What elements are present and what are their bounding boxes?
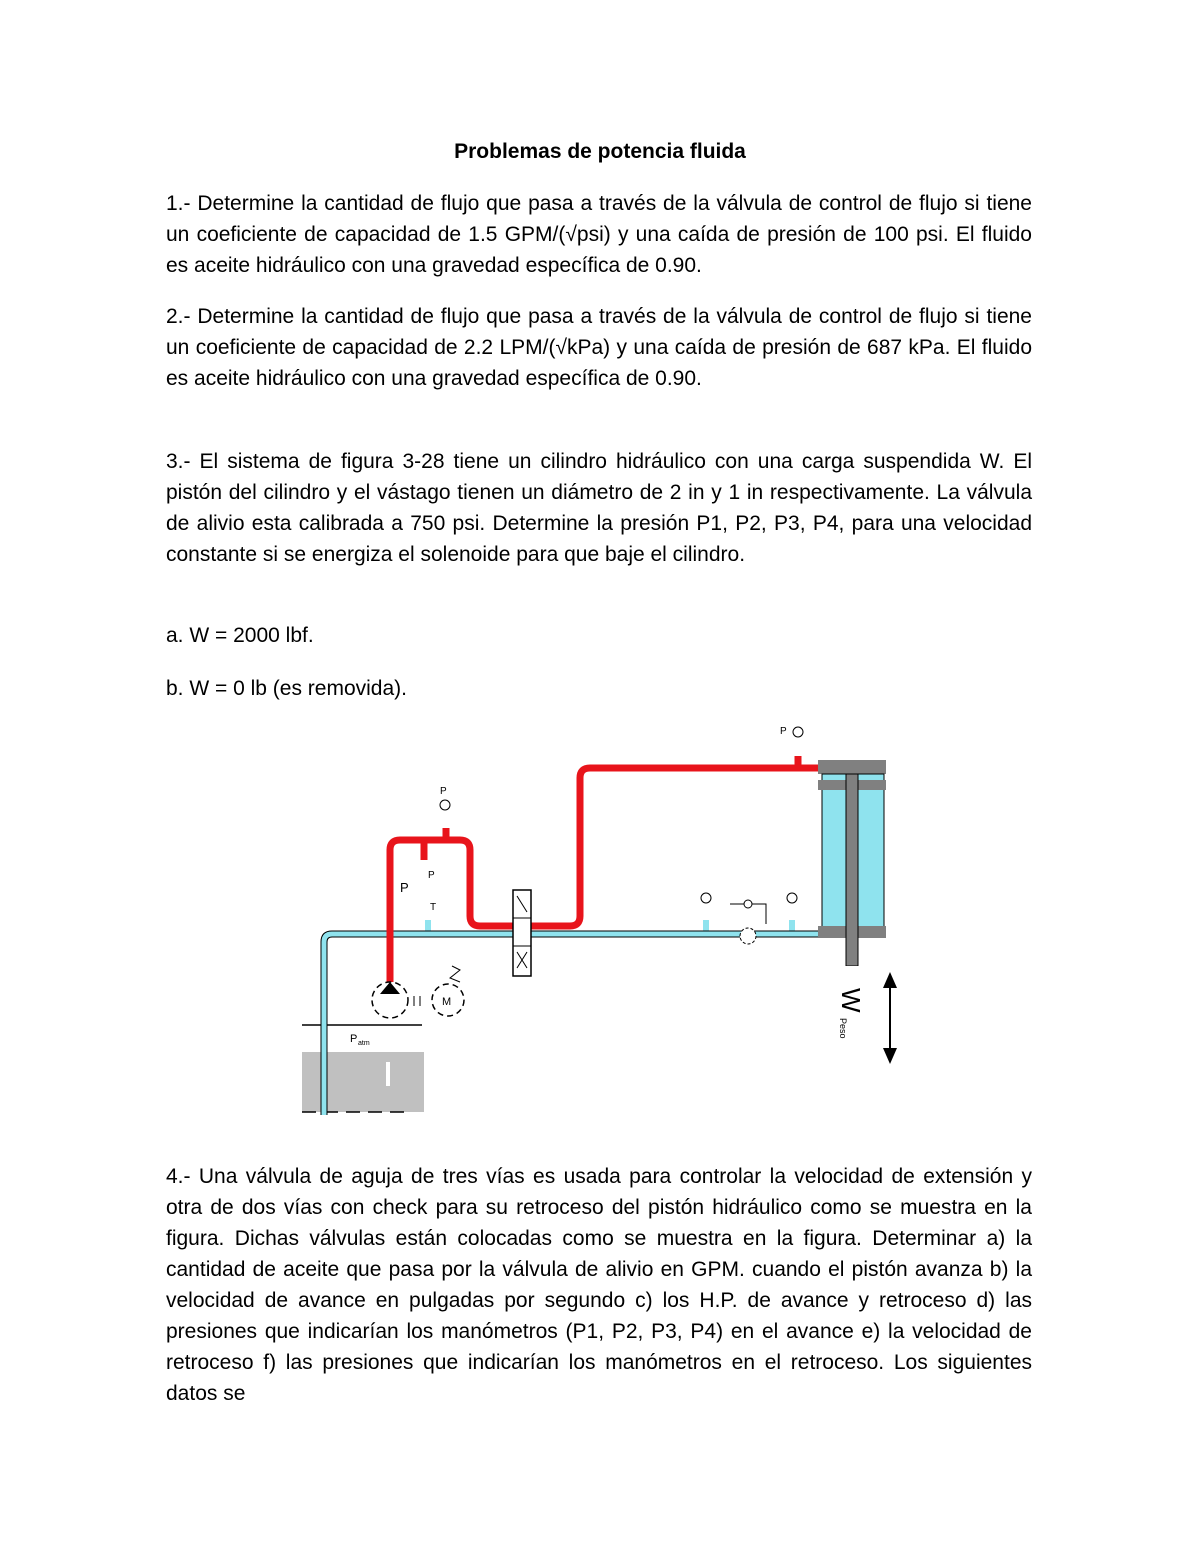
hydraulic-circuit-diagram	[300, 720, 910, 1140]
problem-3-case-a: a. W = 2000 lbf.	[166, 624, 314, 647]
valve-port-t: T	[430, 902, 437, 913]
cylinder-rod	[846, 774, 858, 966]
pressure-line-pump	[390, 840, 516, 982]
load-w-label: W	[836, 988, 866, 1013]
gauge-p3-icon	[701, 893, 711, 903]
problem-3-case-b: b. W = 0 lb (es removida).	[166, 677, 407, 700]
problem-1: 1.- Determine la cantidad de flujo que pasa a través de la válvula de control de flujo si tiene un coeficiente de capacidad de 1.5 GPM/(√psi) y una caída de presión de 100 psi. El fluido es aceite hidráulico con una gravedad específica de 0.90.	[166, 192, 1032, 277]
page-title: Problemas de potencia fluida	[454, 140, 746, 163]
cylinder-cap	[818, 760, 886, 774]
check-valve-ball-icon	[744, 900, 752, 908]
patm-subscript: atm	[358, 1040, 370, 1047]
gauge-p1-icon	[440, 800, 450, 810]
problem-2: 2.- Determine la cantidad de flujo que pasa a través de la válvula de control de flujo si tiene un coeficiente de capacidad de 2.2 LPM/(√kPa) y una caída de presión de 687 kPa. El fluido es aceite hidráulico con una gravedad específica de 0.90.	[166, 305, 1032, 390]
gauge-p1-label: P	[440, 786, 447, 797]
valve-port-p: P	[428, 870, 435, 881]
needle-valve-icon	[740, 928, 756, 944]
electric-supply-icon	[450, 966, 460, 982]
gauge-p2-label: P	[780, 726, 787, 737]
gauge-p2-icon	[793, 727, 803, 737]
motor-label: M	[442, 996, 452, 1008]
problem-3: 3.- El sistema de figura 3-28 tiene un cilindro hidráulico con una carga suspendida W. El pistón del cilindro y el vástago tienen un diámetro de 2 in y 1 in respectivamente. La válvula de alivio esta calibrada a 750 psi. Determine la presión P1, P2, P3, P4, para una velocidad constante si se energiza el solenoide para que baje el cilindro.	[166, 450, 1032, 566]
pressure-line-cylinder	[530, 768, 820, 926]
gauge-p4-icon	[787, 893, 797, 903]
patm-label: P	[350, 1033, 358, 1045]
load-subscript: Peso	[838, 1018, 848, 1039]
problem-4: 4.- Una válvula de aguja de tres vías es usada para controlar la velocidad de extensión y otra de dos vías con check para su retroceso del pistón hidráulico como se muestra en la figura. Dichas válvulas están colocadas como se muestra en la figura. Determinar a) la cantidad de aceite que pasa por la válvula de alivio en GPM. cuando el pistón avanza b) la velocidad de avance en pulgadas por segundo c) los H.P. de avance y retroceso d) las presiones que indicarían los manómetros (P1, P2, P3, P4) en el avance e) la velocidad de retroceso f) las presiones que indicarían los manómetros en el retroceso. Los siguientes datos se	[166, 1165, 1032, 1405]
relief-valve-label: P	[400, 880, 409, 895]
pressure-lines	[390, 756, 860, 982]
directional-valve	[513, 890, 531, 976]
reservoir-tank	[302, 1052, 424, 1112]
